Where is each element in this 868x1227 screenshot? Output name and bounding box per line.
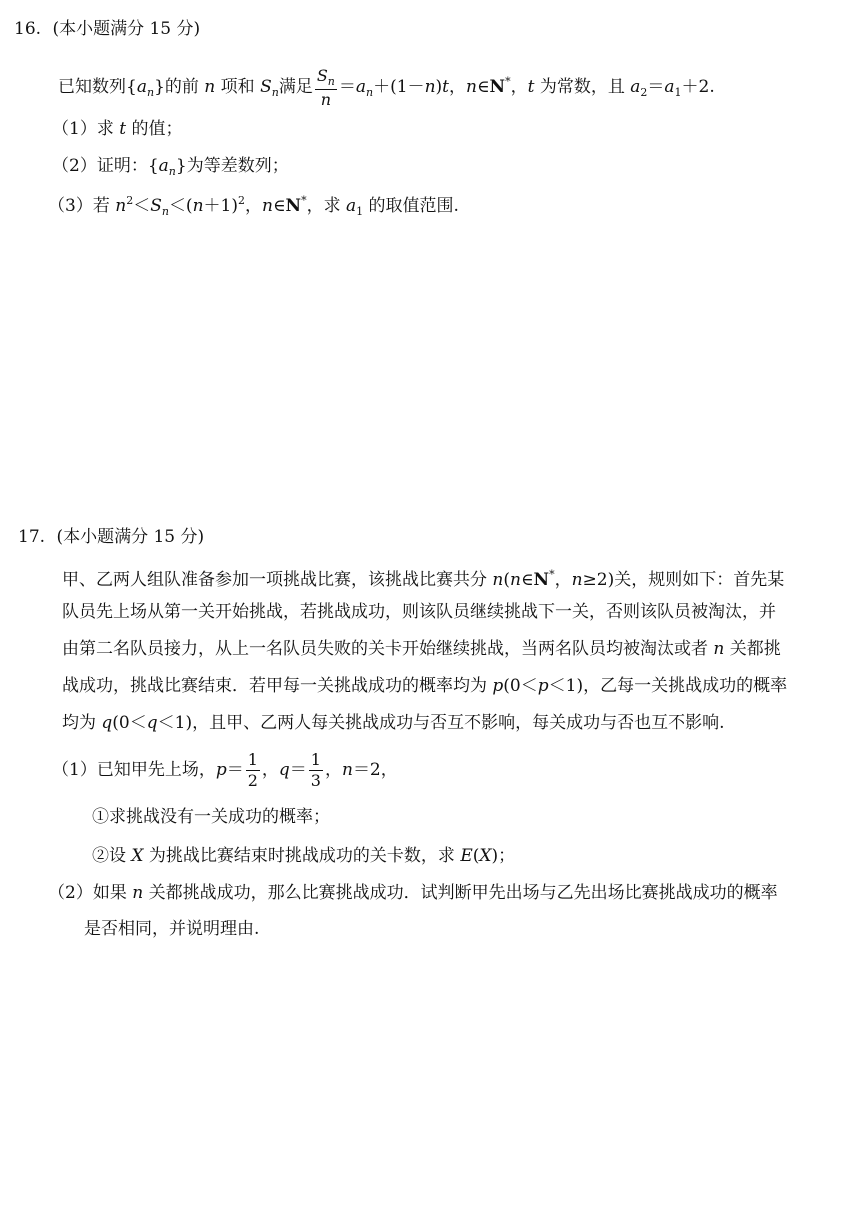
sub-1: 1: [356, 205, 364, 218]
q16-part1: [52, 118, 182, 140]
text: ＋1): [203, 196, 238, 216]
var-n: n: [492, 570, 504, 590]
var-q: q: [278, 760, 290, 780]
text: ，: [449, 77, 466, 97]
set-N: N: [533, 570, 550, 590]
part-label: （3）: [48, 196, 93, 216]
var-n: n: [204, 77, 216, 97]
text: ＝: [338, 77, 356, 97]
var-n: n: [261, 196, 273, 216]
text: 项和: [215, 77, 261, 97]
set-N: N: [489, 77, 506, 97]
q16-stem: [58, 62, 715, 109]
var-t: t: [527, 77, 535, 97]
part-label: （2）: [48, 883, 93, 903]
text: ②设: [92, 846, 132, 866]
sup-star: *: [301, 194, 307, 207]
text: 关都挑战成功，那么比赛挑战成功．试判断甲先出场与乙先出场比赛挑战成功的概率: [143, 883, 778, 903]
text: 已知数列{: [58, 77, 137, 97]
sub-n: n: [146, 86, 155, 99]
sub-n: n: [168, 165, 176, 178]
q17-number: 17.: [18, 527, 46, 547]
sup-star: *: [505, 75, 511, 88]
text: 战成功，挑战比赛结束．若甲每一关挑战成功的概率均为: [62, 676, 493, 696]
text: 如果: [92, 883, 133, 903]
text: 由第二名队员接力，从上一名队员失败的关卡开始继续挑战，当两名队员均被淘汰或者: [62, 639, 714, 659]
text: ，求: [306, 196, 346, 216]
var-a: a: [136, 77, 147, 97]
q17-line3: [62, 638, 781, 660]
text: (: [472, 846, 480, 866]
var-a: a: [630, 77, 641, 97]
var-a: a: [664, 77, 675, 97]
var-n: n: [713, 639, 725, 659]
var-n: n: [132, 883, 144, 903]
text: 已知甲先上场，: [96, 760, 216, 780]
denominator: n: [320, 89, 331, 109]
var-t: t: [442, 77, 449, 97]
var-a: a: [158, 156, 169, 176]
q17-line1: [62, 564, 784, 591]
var-n: n: [424, 77, 436, 97]
set-N: N: [285, 196, 302, 216]
text: ∈: [476, 77, 490, 97]
sub-1: 1: [674, 86, 682, 99]
var-p: p: [215, 760, 227, 780]
q17-line2: 队员先上场从第一关开始挑战，若挑战成功，则该队员继续挑战下一关，否则该队员被淘汰，并: [62, 602, 776, 622]
text: ＝: [647, 77, 665, 97]
q17-header: [18, 526, 204, 548]
sup-2: 2: [126, 194, 134, 207]
fraction-Sn-over-n: [315, 65, 337, 109]
var-S: S: [150, 196, 162, 216]
sub-n: n: [161, 205, 169, 218]
text: }为等差数列；: [175, 156, 289, 176]
var-n: n: [571, 570, 583, 590]
var-a: a: [345, 196, 357, 216]
text: 均为: [62, 713, 102, 733]
text: ＋2.: [681, 77, 715, 97]
text: 关都挑: [724, 639, 781, 659]
text: 甲、乙两人组队准备参加一项挑战比赛，该挑战比赛共分: [62, 570, 493, 590]
text: ＜(: [168, 196, 193, 216]
text: (: [503, 570, 510, 590]
numerator: 1: [310, 750, 321, 769]
var-q: q: [146, 713, 158, 733]
text: 的值；: [126, 119, 183, 139]
text: ＝2，: [352, 760, 398, 780]
var-p: p: [537, 676, 549, 696]
q17-sub2: [48, 882, 778, 904]
var-S: S: [316, 65, 328, 85]
text: 为常数，且: [534, 77, 631, 97]
text: ，: [510, 77, 528, 97]
q17-line5: [62, 712, 725, 734]
q16-number: 16.: [14, 19, 42, 39]
part-label: （1）: [52, 119, 97, 139]
var-n: n: [341, 760, 353, 780]
text: 证明：{: [96, 156, 159, 176]
text: ＝: [226, 760, 244, 780]
text: 的取值范围.: [363, 196, 459, 216]
fraction-one-half: [246, 752, 260, 789]
numerator: 1: [247, 750, 258, 769]
q17-sub2-cont: 是否相同，并说明理由.: [84, 919, 260, 939]
q17-score: (本小题满分 15 分): [56, 527, 205, 547]
part-label: （1）: [52, 760, 97, 780]
text: 为挑战比赛结束时挑战成功的关卡数，求: [143, 846, 461, 866]
var-q: q: [101, 713, 113, 733]
denominator: 2: [247, 771, 258, 790]
q17-sub1-item2: [92, 845, 515, 867]
q16-header: [14, 18, 200, 40]
fraction-one-third: [309, 752, 323, 789]
text: 若: [92, 196, 116, 216]
text: ∈: [520, 570, 534, 590]
var-E: E: [460, 846, 473, 866]
part-label: （2）: [52, 156, 97, 176]
text: 求: [96, 119, 120, 139]
sup-star: *: [549, 568, 555, 581]
q17-sub1: [52, 750, 398, 790]
var-n: n: [510, 570, 521, 590]
text: ＜: [133, 196, 151, 216]
text: ＜1)，且甲、乙两人每关挑战成功与否互不影响，每关成功与否也互不影响.: [157, 713, 725, 733]
var-n: n: [192, 196, 204, 216]
sub-2: 2: [640, 86, 648, 99]
sub-n: n: [366, 86, 374, 99]
text: ，: [324, 760, 342, 780]
var-n: n: [466, 77, 477, 97]
text: ≥2)关，规则如下：首先某: [582, 570, 785, 590]
sub-n: n: [327, 74, 335, 88]
text: ＋(1－: [373, 77, 425, 97]
var-p: p: [492, 676, 504, 696]
q16-score: (本小题满分 15 分): [52, 19, 201, 39]
text: ): [435, 77, 443, 97]
text: }的前: [154, 77, 205, 97]
sub-n: n: [271, 86, 279, 99]
text: ，: [554, 570, 572, 590]
var-a: a: [355, 77, 367, 97]
q16-part3: [48, 190, 459, 223]
denominator: 3: [310, 771, 321, 790]
sup-2: 2: [237, 194, 245, 207]
var-X: X: [131, 846, 144, 866]
q17-line4: [62, 675, 787, 697]
text: ＝: [289, 760, 307, 780]
text: ∈: [272, 196, 286, 216]
text: 满足: [278, 77, 313, 97]
text: ＜1)，乙每一关挑战成功的概率: [548, 676, 788, 696]
text: )；: [491, 846, 516, 866]
var-X: X: [479, 846, 492, 866]
text: ，: [261, 760, 279, 780]
q16-part2: [52, 155, 289, 183]
text: (0＜: [503, 676, 538, 696]
text: ，: [244, 196, 262, 216]
var-t: t: [119, 119, 127, 139]
q17-sub1-item1: ①求挑战没有一关成功的概率；: [92, 807, 330, 827]
var-n: n: [115, 196, 127, 216]
var-S: S: [260, 77, 272, 97]
text: (0＜: [112, 713, 147, 733]
